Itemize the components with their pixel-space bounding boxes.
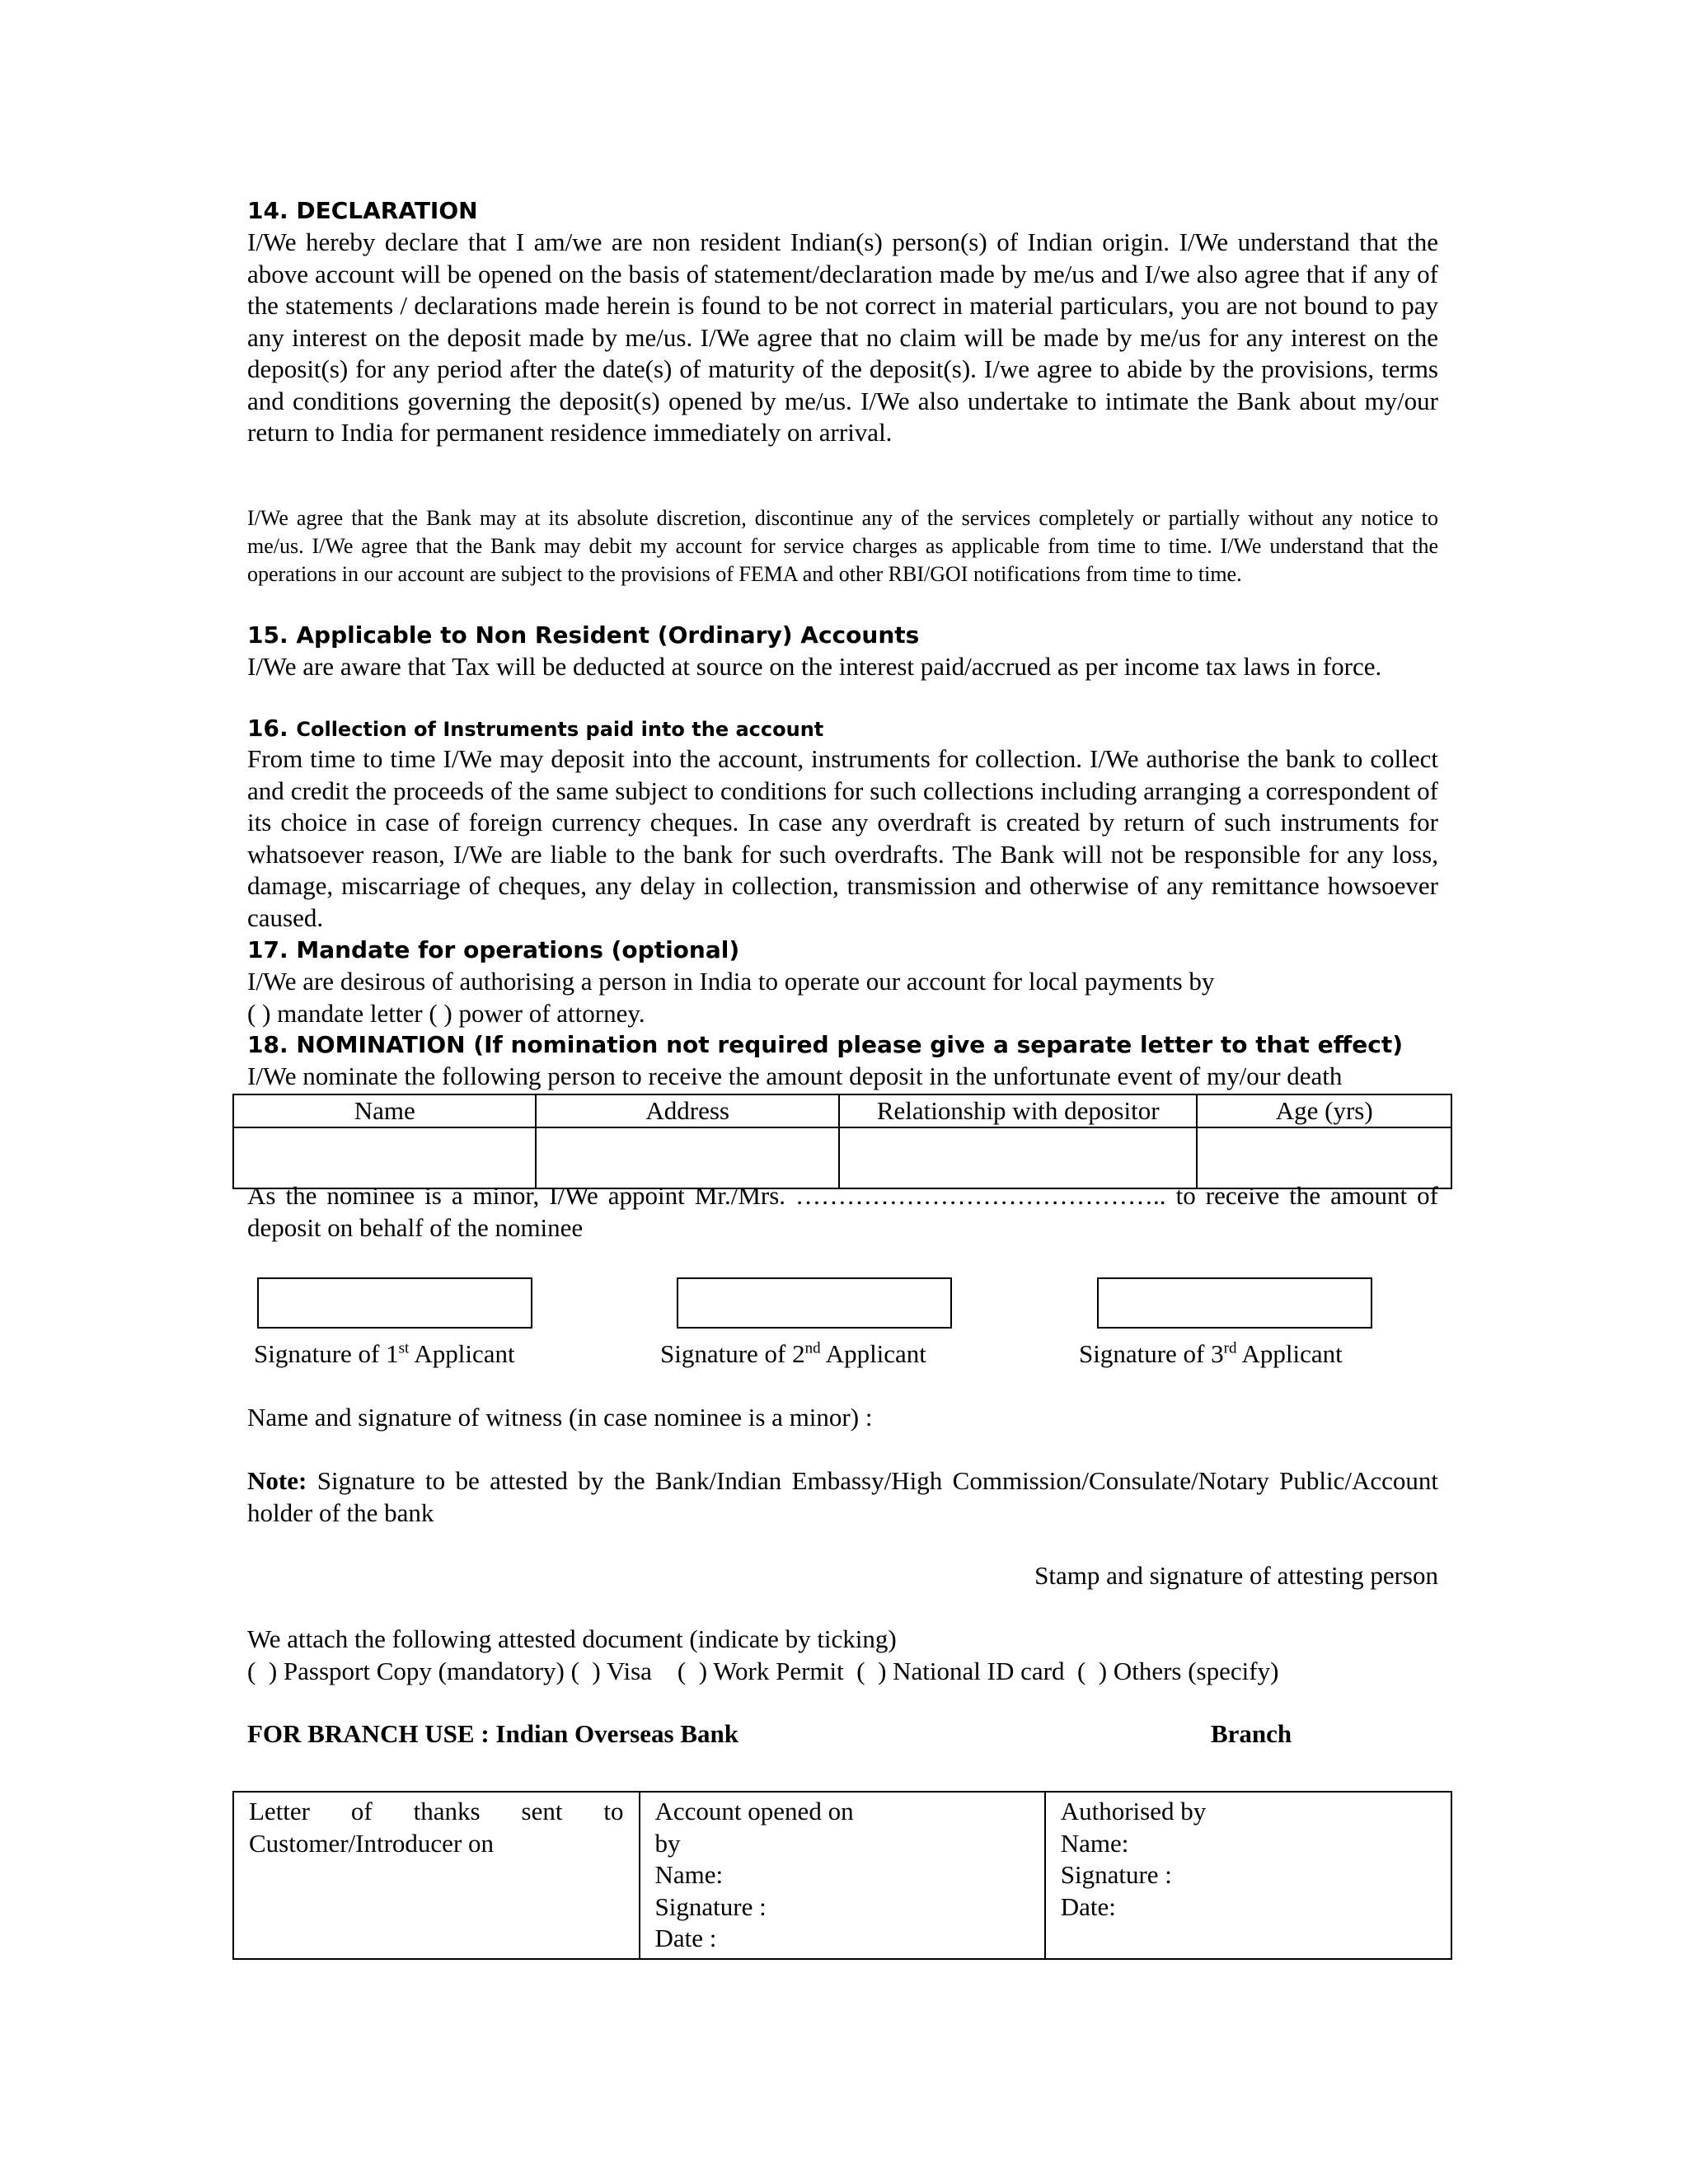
nomination-col-relationship: Relationship with depositor — [839, 1094, 1197, 1127]
section-17 — [247, 935, 1438, 1029]
section-16-number: 16. — [247, 715, 288, 742]
authorised-date-line: Date: — [1060, 1891, 1116, 1921]
note-body: Signature to be attested by the Bank/Indian Embassy/High Commission/Consulate/Notary Public/Account holder of the bank — [247, 1466, 1438, 1527]
letter-of-thanks-line-1: Letter of thanks sent to — [249, 1797, 624, 1825]
section-18-intro: I/We nominate the following person to receive the amount deposit in the unfortunate event of my/our death — [247, 1062, 1343, 1090]
section-17-line-1: I/We are desirous of authorising a person in India to operate our account for local payments by — [247, 967, 1215, 996]
section-16 — [247, 715, 1438, 934]
account-opened-by-line: by — [654, 1828, 681, 1858]
account-opened-date-line: Date : — [654, 1924, 717, 1952]
nominee-age-cell[interactable] — [1197, 1127, 1451, 1188]
authorised-by-line: Authorised by — [1060, 1797, 1207, 1825]
signature-box-applicant-2[interactable] — [677, 1277, 952, 1329]
section-15 — [247, 620, 1438, 683]
note-label: Note: — [247, 1466, 307, 1495]
minor-nominee-text: As the nominee is a minor, I/We appoint Mr./Mrs. …………………………………….. to receive the amount of deposit on behalf of the nominee — [247, 1181, 1438, 1242]
account-opened-name-line: Name: — [654, 1860, 724, 1889]
section-16-text: From time to time I/We may deposit into the account, instruments for collection. I/We authorise the bank to collect and credit the proceeds of the same subject to conditions for such collections including arranging a correspondent of its choice in case of foreign currency cheques. In case any overdraft is created by return of such instruments for whatsoever reason, I/We are liable to the bank for such overdrafts. The Bank will not be responsible for any loss, damage, miscarriage of cheques, any delay in collection, transmission and otherwise of any remittance howsoever caused. — [247, 744, 1438, 932]
documents-intro: We attach the following attested document (indicate by ticking) — [247, 1624, 897, 1653]
authorised-signature-line: Signature : — [1060, 1860, 1172, 1889]
signature-label-applicant-1: Signature of 1st Applicant — [254, 1339, 515, 1368]
section-15-text: I/We are aware that Tax will be deducted at source on the interest paid/accrued as per income tax laws in force. — [247, 652, 1382, 681]
section-18-heading: 18. NOMINATION (If nomination not required please give a separate letter to that effect) — [247, 1031, 1404, 1058]
minor-nominee — [247, 1180, 1438, 1244]
letter-of-thanks-line-2: Customer/Introducer on — [249, 1828, 495, 1858]
letter-of-thanks-cell — [233, 1792, 640, 1959]
signature-box-applicant-3[interactable] — [1097, 1277, 1372, 1329]
documents-options: ( ) Passport Copy (mandatory) ( ) Visa ( ) Work Permit ( ) National ID card ( ) Others (specify) — [247, 1656, 1279, 1685]
note-section — [247, 1465, 1438, 1529]
note-text — [247, 1465, 1438, 1529]
declaration-small-print — [247, 504, 1438, 588]
nomination-header-row — [233, 1094, 1451, 1127]
section-18 — [247, 1029, 1459, 1093]
declaration-paragraph-2: I/We agree that the Bank may at its absolute discretion, discontinue any of the services completely or partially without any notice to me/us. I/We agree that the Bank may debit my account for service charges as applicable from time to time. I/We understand that the operations in our account are subject to the provisions of FEMA and other RBI/GOI notifications from time to time. — [247, 506, 1438, 586]
witness-text: Name and signature of witness (in case nominee is a minor) : — [247, 1403, 873, 1432]
section-17-heading: 17. Mandate for operations (optional) — [247, 936, 740, 963]
branch-use-row — [233, 1792, 1451, 1959]
account-opened-signature-line: Signature : — [654, 1891, 767, 1921]
section-16-title: Collection of Instruments paid into the account — [296, 718, 824, 741]
declaration-section — [247, 195, 1438, 449]
section-15-heading: 15. Applicable to Non Resident (Ordinary) Accounts — [247, 621, 920, 649]
nominee-name-cell[interactable] — [233, 1127, 536, 1188]
witness-section — [247, 1402, 1438, 1434]
authorised-by-cell — [1045, 1792, 1451, 1959]
nomination-table — [232, 1094, 1452, 1189]
section-17-line-2: ( ) mandate letter ( ) power of attorney. — [247, 998, 645, 1028]
account-opened-line: Account opened on — [654, 1797, 854, 1825]
authorised-name-line: Name: — [1060, 1828, 1129, 1858]
signature-box-applicant-1[interactable] — [257, 1277, 532, 1329]
documents-section — [247, 1624, 1438, 1687]
branch-use-label: FOR BRANCH USE : Indian Overseas Bank — [247, 1719, 738, 1748]
branch-use-table — [232, 1791, 1452, 1960]
branch-word: Branch — [1211, 1719, 1292, 1748]
section-16-heading — [247, 715, 1438, 743]
nominee-address-cell[interactable] — [536, 1127, 839, 1188]
nomination-col-address: Address — [536, 1094, 839, 1127]
stamp-text: Stamp and signature of attesting person — [1034, 1561, 1438, 1590]
declaration-paragraph: I/We hereby declare that I am/we are non resident Indian(s) person(s) of Indian origin. I/We understand that the above account will be opened on the basis of statement/declaration made by me/us and I/we also agree that if any of the statements / declarations made herein is found to be not correct in material particulars, you are not bound to pay any interest on the deposit made by me/us. I/We agree that no claim will be made by me/us for any interest on the deposit(s) for any period after the date(s) of maturity of the deposit(s). I/we agree to abide by the provisions, terms and conditions governing the deposit(s) opened by me/us. I/We also undertake to intimate the Bank about my/our return to India for permanent residence immediately on arrival. — [247, 227, 1438, 447]
nomination-col-age: Age (yrs) — [1197, 1094, 1451, 1127]
stamp-section — [247, 1560, 1438, 1592]
nomination-entry-row — [233, 1127, 1451, 1188]
signature-label-applicant-3: Signature of 3rd Applicant — [1079, 1339, 1343, 1368]
signature-label-applicant-2: Signature of 2nd Applicant — [660, 1339, 926, 1368]
account-opened-cell — [640, 1792, 1045, 1959]
declaration-heading: 14. DECLARATION — [247, 197, 478, 224]
nomination-col-name: Name — [233, 1094, 536, 1127]
nominee-relationship-cell[interactable] — [839, 1127, 1197, 1188]
